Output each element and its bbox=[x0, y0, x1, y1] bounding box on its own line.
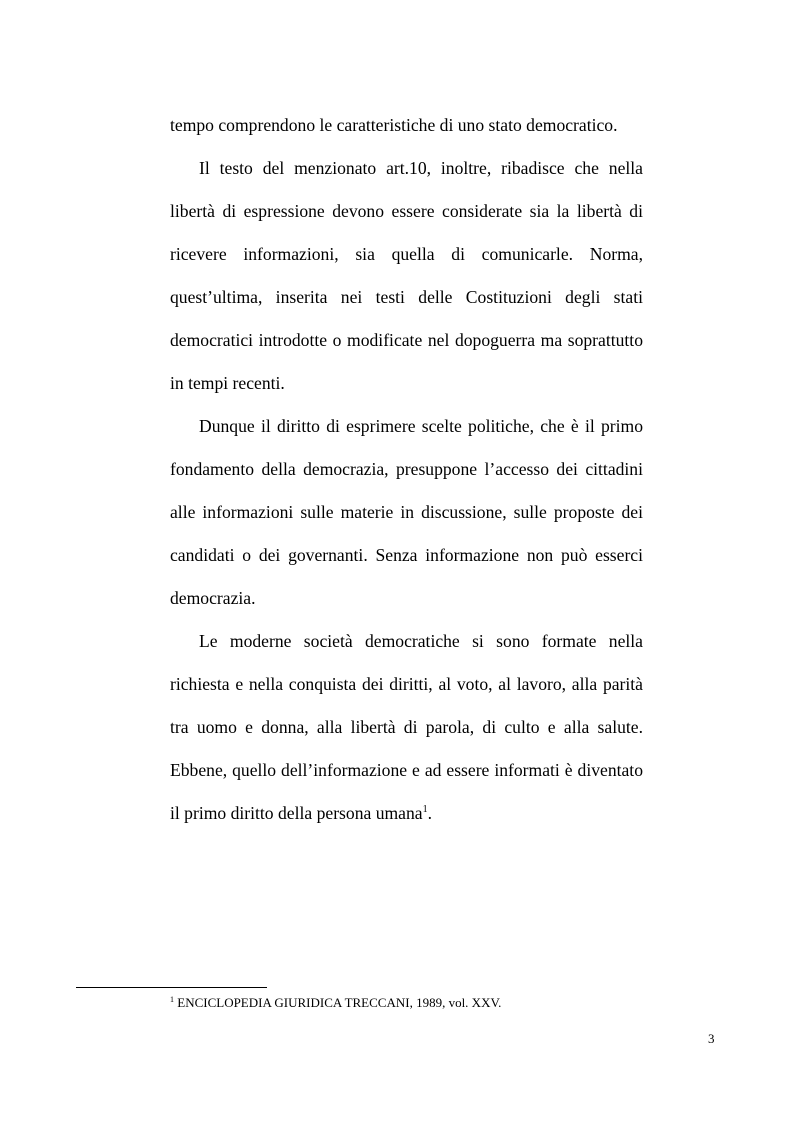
footnote-divider bbox=[76, 987, 267, 988]
footnote-reference[interactable]: 1 bbox=[422, 804, 428, 815]
paragraph-4-text: Le moderne società democratiche si sono formate nella richiesta e nella conquista dei diritti, al voto, al lavoro, alla parità tra uomo e donna, alla libertà di parola, di culto e alla salute. Ebbene, quello dell’informazione e ad essere informati è diventato il primo diritto della persona umana bbox=[170, 631, 643, 823]
body-text bbox=[170, 104, 643, 835]
page-number: 3 bbox=[708, 1031, 715, 1046]
paragraph-3: Dunque il diritto di esprimere scelte politiche, che è il primo fondamento della democrazia, presuppone l’accesso dei cittadini alle informazioni sulle materie in discussione, sulle proposte dei candidati o dei governanti. Senza informazione non può esserci democrazia. bbox=[170, 416, 643, 608]
paragraph-1: tempo comprendono le caratteristiche di uno stato democratico. bbox=[170, 115, 618, 135]
paragraph-4-trailing: . bbox=[427, 803, 433, 823]
footnote-text: ENCICLOPEDIA GIURIDICA TRECCANI, 1989, vol. XXV. bbox=[174, 995, 502, 1010]
paragraph-4 bbox=[170, 620, 643, 835]
paragraph-2: Il testo del menzionato art.10, inoltre, ribadisce che nella libertà di espressione devono essere considerate sia la libertà di ricevere informazioni, sia quella di comunicarle. Norma, quest’ultima, inserita nei testi delle Costituzioni degli stati democratici introdotte o modificate nel dopoguerra ma soprattutto in tempi recenti. bbox=[170, 158, 643, 393]
footnote bbox=[170, 995, 501, 1011]
footnote-marker: 1 bbox=[170, 995, 174, 1004]
